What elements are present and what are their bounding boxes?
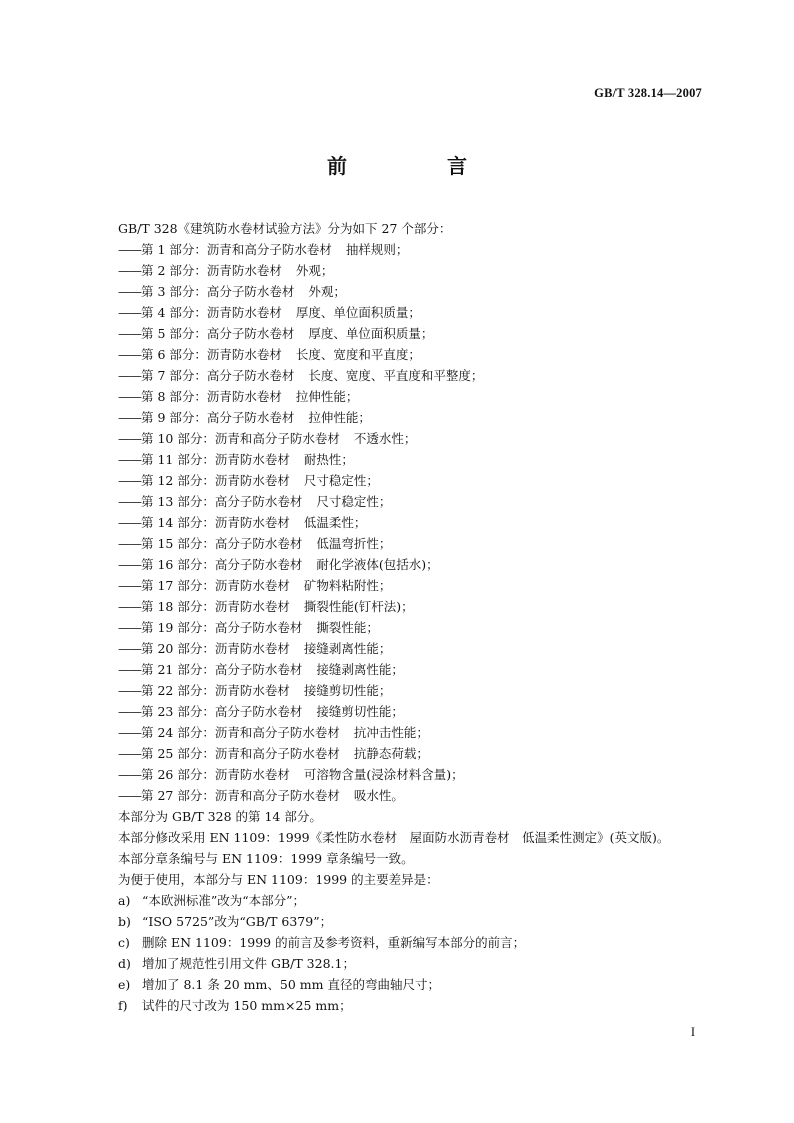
part-number: 第 14 部分：: [141, 515, 215, 530]
list-item: [118, 974, 718, 995]
part-category: 沥青防水卷材: [214, 767, 290, 782]
item-text: 增加了 8.1 条 20 mm、50 mm 直径的弯曲轴尺寸；: [142, 977, 440, 992]
part-number: 第 11 部分：: [141, 452, 215, 467]
part-number: 第 21 部分：: [141, 662, 215, 677]
list-item: [118, 701, 718, 722]
part-number: 第 17 部分：: [141, 578, 215, 593]
em-dash: ——: [118, 326, 141, 341]
part-category: 高分子防水卷材: [214, 494, 303, 509]
list-item: [118, 722, 718, 743]
part-category: 沥青防水卷材: [214, 683, 290, 698]
part-category: 高分子防水卷材: [206, 410, 295, 425]
list-item: [118, 890, 718, 911]
differences-list: [118, 890, 718, 1016]
part-subject: 可溶物含量(浸涂材料含量)；: [303, 767, 464, 782]
em-dash: ——: [118, 494, 141, 509]
em-dash: ——: [118, 725, 141, 740]
page-title: 前 言: [327, 154, 507, 178]
paragraph: 本部分章条编号与 EN 1109：1999 章条编号一致。: [118, 851, 414, 866]
list-item: [118, 470, 718, 491]
part-number: 第 15 部分：: [141, 536, 215, 551]
list-item: [118, 512, 718, 533]
part-category: 沥青防水卷材: [206, 305, 282, 320]
item-marker: c): [118, 935, 130, 950]
list-item: [118, 659, 718, 680]
list-item: [118, 911, 718, 932]
em-dash: ——: [118, 788, 141, 803]
part-category: 高分子防水卷材: [214, 662, 303, 677]
part-category: 沥青防水卷材: [206, 347, 282, 362]
item-text: 试件的尺寸改为 150 mm×25 mm；: [142, 998, 352, 1013]
em-dash: ——: [118, 242, 141, 257]
parts-list: [118, 239, 718, 806]
part-number: 第 25 部分：: [141, 746, 215, 761]
list-item: [118, 785, 718, 806]
part-subject: 抗冲击性能；: [353, 725, 429, 740]
item-text: 删除 EN 1109：1999 的前言及参考资料，重新编写本部分的前言；: [142, 935, 526, 950]
part-number: 第 5 部分：: [141, 326, 207, 341]
part-subject: 耐化学液体(包括水)；: [316, 557, 439, 572]
part-category: 沥青防水卷材: [214, 452, 290, 467]
list-item: [118, 386, 718, 407]
part-subject: 低温弯折性；: [316, 536, 392, 551]
list-item: [118, 617, 718, 638]
em-dash: ——: [118, 746, 141, 761]
list-item: [118, 764, 718, 785]
standard-number: GB/T 328.14—2007: [594, 86, 702, 100]
em-dash: ——: [118, 368, 141, 383]
part-category: 沥青防水卷材: [214, 473, 290, 488]
item-marker: e): [118, 977, 131, 992]
list-item: [118, 743, 718, 764]
list-item: [118, 407, 718, 428]
item-marker: f): [118, 998, 128, 1013]
part-category: 沥青和高分子防水卷材: [214, 746, 340, 761]
part-category: 沥青防水卷材: [206, 263, 282, 278]
document-body: [118, 218, 718, 1016]
part-category: 高分子防水卷材: [214, 536, 303, 551]
list-item: [118, 239, 718, 260]
em-dash: ——: [118, 767, 141, 782]
part-category: 高分子防水卷材: [206, 368, 295, 383]
part-category: 高分子防水卷材: [214, 557, 303, 572]
part-subject: 耐热性；: [303, 452, 354, 467]
list-item: [118, 596, 718, 617]
list-item: [118, 932, 718, 953]
list-item: [118, 449, 718, 470]
part-number: 第 26 部分：: [141, 767, 215, 782]
part-subject: 尺寸稳定性；: [303, 473, 379, 488]
em-dash: ——: [118, 599, 141, 614]
intro-line: GB/T 328《建筑防水卷材试验方法》分为如下 27 个部分：: [118, 221, 452, 236]
part-category: 高分子防水卷材: [214, 620, 303, 635]
part-subject: 不透水性；: [353, 431, 417, 446]
part-subject: 接缝剥离性能；: [303, 641, 392, 656]
part-number: 第 7 部分：: [141, 368, 207, 383]
part-subject: 外观；: [308, 284, 346, 299]
list-item: [118, 344, 718, 365]
list-item: [118, 365, 718, 386]
list-item: [118, 575, 718, 596]
list-item: [118, 260, 718, 281]
em-dash: ——: [118, 431, 141, 446]
em-dash: ——: [118, 305, 141, 320]
em-dash: ——: [118, 641, 141, 656]
part-subject: 接缝剥离性能；: [316, 662, 404, 677]
part-number: 第 8 部分：: [141, 389, 207, 404]
em-dash: ——: [118, 578, 141, 593]
item-text: “本欧洲标准”改为“本部分”；: [142, 893, 306, 908]
part-subject: 尺寸稳定性；: [316, 494, 392, 509]
em-dash: ——: [118, 620, 141, 635]
part-subject: 接缝剪切性能；: [316, 704, 404, 719]
part-category: 高分子防水卷材: [206, 284, 295, 299]
part-category: 沥青防水卷材: [214, 641, 290, 656]
part-category: 沥青防水卷材: [206, 389, 282, 404]
part-subject: 撕裂性能；: [316, 620, 379, 635]
list-item: [118, 323, 718, 344]
paragraph: 本部分修改采用 EN 1109：1999《柔性防水卷材 屋面防水沥青卷材 低温柔性测定》(英文版)。: [118, 830, 670, 845]
item-marker: b): [118, 914, 131, 929]
list-item: [118, 302, 718, 323]
part-subject: 厚度、单位面积质量；: [295, 305, 421, 320]
list-item: [118, 680, 718, 701]
part-number: 第 27 部分：: [141, 788, 215, 803]
part-subject: 低温柔性；: [303, 515, 367, 530]
part-subject: 外观；: [295, 263, 334, 278]
list-item: [118, 533, 718, 554]
part-category: 沥青防水卷材: [214, 599, 290, 614]
part-number: 第 24 部分：: [141, 725, 215, 740]
em-dash: ——: [118, 683, 141, 698]
part-subject: 长度、宽度和平直度；: [295, 347, 421, 362]
em-dash: ——: [118, 284, 141, 299]
part-category: 沥青防水卷材: [214, 578, 290, 593]
part-subject: 拉伸性能；: [295, 389, 359, 404]
part-subject: 长度、宽度、平直度和平整度；: [308, 368, 484, 383]
list-item: [118, 995, 718, 1016]
part-number: 第 6 部分：: [141, 347, 207, 362]
list-item: [118, 281, 718, 302]
list-item: [118, 554, 718, 575]
list-item: [118, 638, 718, 659]
list-item: [118, 491, 718, 512]
em-dash: ——: [118, 704, 141, 719]
paragraph: 为便于使用，本部分与 EN 1109：1999 的主要差异是：: [118, 872, 439, 887]
page-number: I: [690, 1025, 695, 1039]
part-category: 沥青防水卷材: [214, 515, 290, 530]
part-category: 高分子防水卷材: [214, 704, 303, 719]
paragraph: 本部分为 GB/T 328 的第 14 部分。: [118, 809, 322, 824]
part-subject: 吸水性。: [353, 788, 404, 803]
em-dash: ——: [118, 515, 141, 530]
item-text: “ISO 5725”改为“GB/T 6379”；: [142, 914, 333, 929]
part-number: 第 20 部分：: [141, 641, 215, 656]
part-number: 第 4 部分：: [141, 305, 207, 320]
part-number: 第 18 部分：: [141, 599, 215, 614]
part-subject: 抗静态荷载；: [353, 746, 429, 761]
item-marker: a): [118, 893, 131, 908]
item-marker: d): [118, 956, 131, 971]
part-category: 沥青和高分子防水卷材: [214, 725, 340, 740]
em-dash: ——: [118, 410, 141, 425]
part-category: 沥青和高分子防水卷材: [214, 788, 340, 803]
part-category: 沥青和高分子防水卷材: [214, 431, 340, 446]
part-subject: 撕裂性能(钉杆法)；: [303, 599, 414, 614]
part-number: 第 22 部分：: [141, 683, 215, 698]
part-subject: 厚度、单位面积质量；: [308, 326, 434, 341]
em-dash: ——: [118, 347, 141, 362]
list-item: [118, 428, 718, 449]
part-number: 第 10 部分：: [141, 431, 215, 446]
list-item: [118, 953, 718, 974]
part-number: 第 13 部分：: [141, 494, 215, 509]
part-subject: 拉伸性能；: [308, 410, 371, 425]
part-category: 高分子防水卷材: [206, 326, 295, 341]
part-number: 第 19 部分：: [141, 620, 215, 635]
em-dash: ——: [118, 662, 141, 677]
em-dash: ——: [118, 557, 141, 572]
part-subject: 抽样规则；: [345, 242, 409, 257]
em-dash: ——: [118, 473, 141, 488]
part-number: 第 9 部分：: [141, 410, 207, 425]
part-number: 第 12 部分：: [141, 473, 215, 488]
part-number: 第 16 部分：: [141, 557, 215, 572]
em-dash: ——: [118, 263, 141, 278]
em-dash: ——: [118, 536, 141, 551]
item-text: 增加了规范性引用文件 GB/T 328.1；: [142, 956, 355, 971]
em-dash: ——: [118, 389, 141, 404]
part-subject: 接缝剪切性能；: [303, 683, 392, 698]
em-dash: ——: [118, 452, 141, 467]
part-number: 第 3 部分：: [141, 284, 207, 299]
part-subject: 矿物料粘附性；: [303, 578, 392, 593]
paragraphs: [118, 806, 718, 890]
part-number: 第 23 部分：: [141, 704, 215, 719]
part-category: 沥青和高分子防水卷材: [206, 242, 332, 257]
part-number: 第 2 部分：: [141, 263, 207, 278]
part-number: 第 1 部分：: [141, 242, 207, 257]
